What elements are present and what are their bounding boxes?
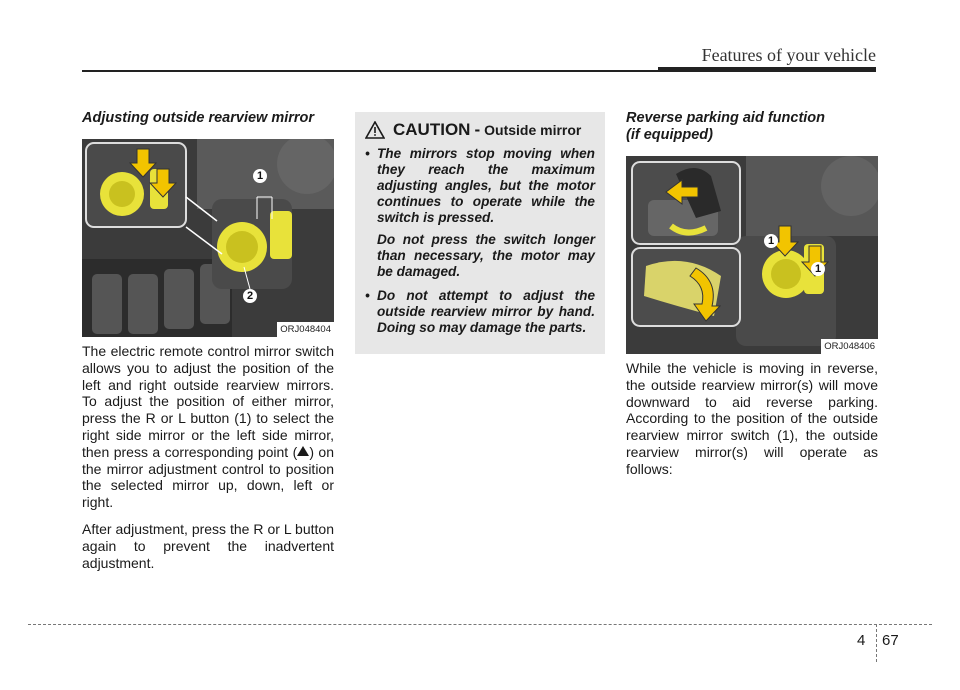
caution-item-1-text: The mirrors stop moving when they reach the maximum adjusting angles, but the motor continues to operate while the switch is pressed. bbox=[377, 146, 595, 225]
body-paragraph-2: After adjustment, press the R or L button again to prevent the inadvertent adjustment. bbox=[82, 520, 334, 571]
footer-divider bbox=[876, 624, 877, 662]
caution-item-1 bbox=[365, 146, 595, 280]
mirror-switch-illustration bbox=[82, 139, 334, 337]
caution-dash: - bbox=[474, 120, 481, 139]
body-paragraph-reverse: While the vehicle is moving in reverse, the outside rearview mirror(s) will move downward to aid reverse parking. According to the position of the outside rearview mirror switch (1), the outside rearview mirror(s) will operate as follows: bbox=[626, 360, 878, 477]
right-column bbox=[626, 110, 878, 488]
bullet: • bbox=[365, 288, 370, 303]
caution-heading bbox=[365, 120, 595, 140]
callout-1: 1 bbox=[811, 262, 825, 276]
section-title-reverse-parking: Reverse parking aid function (if equipped) bbox=[626, 110, 826, 143]
caution-item-2-text: Do not attempt to adjust the outside rearview mirror by hand. Doing so may damage the parts. bbox=[377, 288, 595, 335]
figure-mirror-switch bbox=[82, 139, 334, 337]
reverse-parking-illustration bbox=[626, 156, 878, 354]
left-column bbox=[82, 110, 334, 581]
bullet: • bbox=[365, 146, 370, 161]
caution-word: CAUTION bbox=[393, 120, 471, 139]
callout-1: 1 bbox=[764, 234, 778, 248]
up-triangle-icon bbox=[297, 446, 309, 456]
caution-item-1-note: Do not press the switch longer than necessary, the motor may be damaged. bbox=[377, 232, 595, 279]
body-paragraph-1: The electric remote control mirror switch allows you to adjust the position of the left and right outside rearview mirrors. To adjust the position of either mirror, press the R or L button (1) to select the right side mirror or the left side mirror, then press a corresponding point ( ) on the mirror adjustment control to position the selected mirror up, down, left or right. bbox=[82, 343, 335, 511]
caution-item-2 bbox=[365, 288, 595, 336]
header-rule-accent bbox=[658, 67, 876, 72]
callout-2: 2 bbox=[243, 289, 257, 303]
chapter-number: 4 bbox=[857, 632, 866, 649]
page-number: 67 bbox=[882, 632, 899, 649]
callout-1: 1 bbox=[253, 169, 267, 183]
warning-triangle-icon bbox=[365, 121, 385, 139]
figure-code: ORJ048404 bbox=[277, 322, 334, 337]
header-title: Features of your vehicle bbox=[701, 45, 876, 65]
section-title-mirror-adjust: Adjusting outside rearview mirror bbox=[82, 110, 315, 126]
figure-code: ORJ048406 bbox=[821, 339, 878, 354]
middle-column bbox=[355, 112, 605, 354]
caution-subject: Outside mirror bbox=[484, 122, 582, 138]
figure-reverse-parking bbox=[626, 156, 878, 354]
footer-rule bbox=[28, 624, 932, 625]
caution-box bbox=[355, 112, 605, 354]
